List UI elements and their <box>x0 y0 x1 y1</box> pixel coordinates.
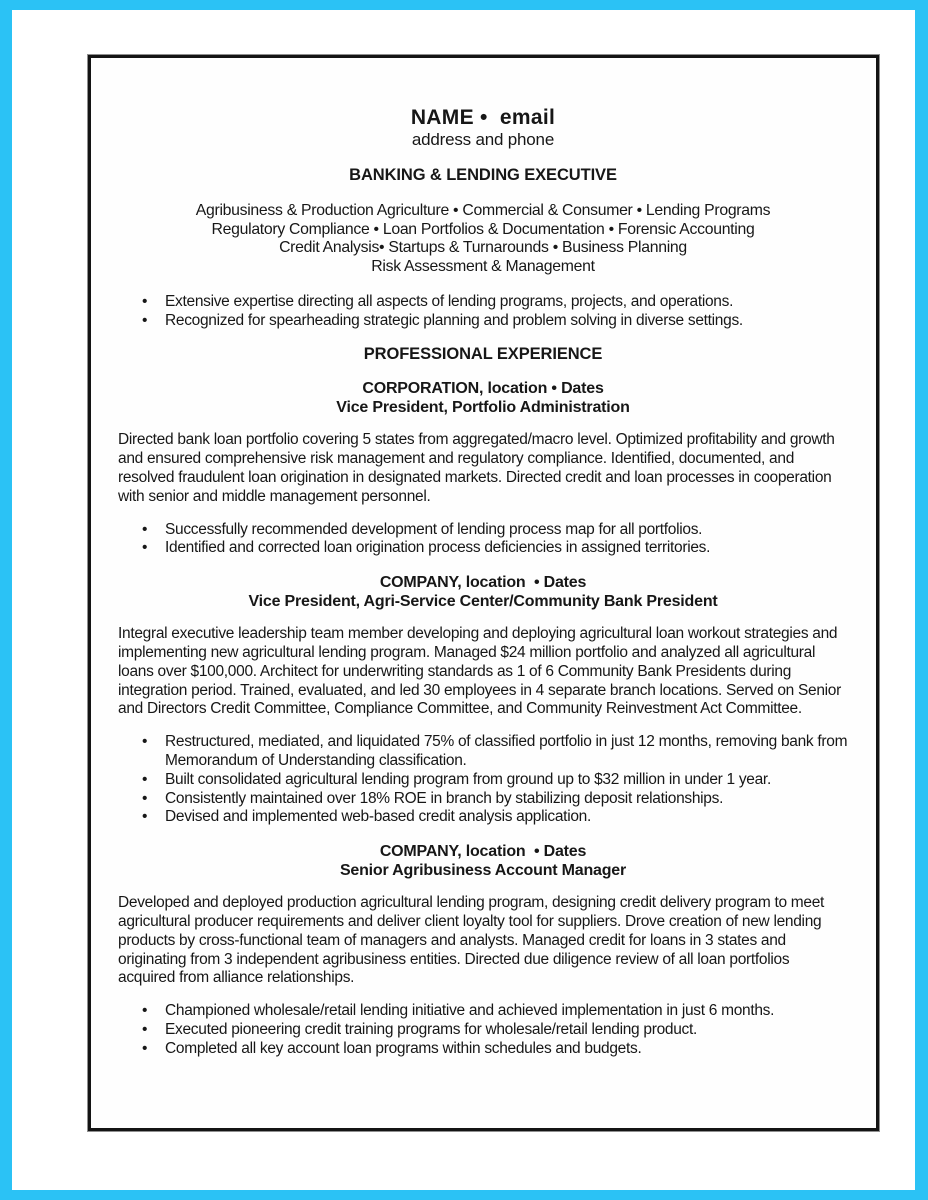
job-bullet: • Consistently maintained over 18% ROE in branch by stabilizing deposit relationships. <box>118 790 848 809</box>
job-bullet: • Identified and corrected loan origination process deficiencies in assigned territories. <box>118 539 848 558</box>
job-heading: COMPANY, location • Dates <box>379 843 587 861</box>
candidate-name: NAME • email <box>410 106 556 129</box>
job-bullet: • Championed wholesale/retail lending initiative and achieved implementation in just 6 months. <box>118 1002 848 1021</box>
keyword-summary <box>118 202 848 277</box>
job-summary: Directed bank loan portfolio covering 5 states from aggregated/macro level. Optimized profitability and growth and ensured comprehensive risk management and regulatory compliance. Identified, documented, and resolved fraudulent loan origination in designated markets. Directed credit and loan processes in cooperation with senior and middle management personnel. <box>118 431 835 505</box>
job-heading: CORPORATION, location • Dates <box>362 380 604 398</box>
keyword-line: Regulatory Compliance • Loan Portfolios & Documentation • Forensic Accounting <box>211 220 755 238</box>
keyword-line: Agribusiness & Production Agriculture • Commercial & Consumer • Lending Programs <box>195 202 771 219</box>
job-bullet: • Restructured, mediated, and liquidated 75% of classified portfolio in just 12 months, removing bank from Memorandum of Understanding classification. <box>118 733 848 771</box>
job-heading: COMPANY, location • Dates <box>379 574 587 592</box>
job-bullet: • Devised and implemented web-based credit analysis application. <box>118 808 848 827</box>
job-bullet: • Successfully recommended development of lending process map for all portfolios. <box>118 521 848 540</box>
summary-bullet: • Recognized for spearheading strategic planning and problem solving in diverse settings. <box>118 312 848 331</box>
job-bullet-list <box>118 733 848 827</box>
section-title-professional-experience: PROFESSIONAL EXPERIENCE <box>363 345 603 364</box>
keyword-line: Credit Analysis• Startups & Turnarounds • Business Planning <box>279 239 687 257</box>
job-role: Vice President, Agri-Service Center/Community Bank President <box>248 592 718 610</box>
job-bullet: • Built consolidated agricultural lending program from ground up to $32 million in under 1 year. <box>118 771 848 790</box>
job-role: Vice President, Portfolio Administration <box>336 398 630 416</box>
job-bullet-list <box>118 521 848 559</box>
job-summary: Integral executive leadership team member developing and deploying agricultural loan workout strategies and implementing new agricultural lending program. Managed $24 million portfolio and analyzed all agricultural loans over $100,000. Architect for underwriting standards as 1 of 6 Community Bank Presidents during integration period. Trained, evaluated, and led 30 employees in 4 separate branch locations. Served on Senior and Directors Credit Committee, Compliance Committee, and Community Reinvestment Act Committee. <box>118 625 841 718</box>
summary-bullet: • Extensive expertise directing all aspects of lending programs, projects, and operations. <box>118 293 848 312</box>
job-bullet: • Completed all key account loan programs within schedules and budgets. <box>118 1040 848 1059</box>
job-summary: Developed and deployed production agricultural lending program, designing credit delivery program to meet agricultural producer requirements and deliver client loyalty tool for suppliers. Drove creation of new lending products by cross-functional team of managers and analysts. Managed credit for loans in 3 states and originating from 3 independent agribusiness entities. Directed due diligence review of all loan portfolios acquired from alliance relationships. <box>118 894 825 987</box>
document-frame <box>88 55 879 1131</box>
job-bullet-list <box>118 1002 848 1058</box>
job-role: Senior Agribusiness Account Manager <box>339 861 627 879</box>
summary-bullet-list <box>118 293 848 331</box>
job-bullet: • Executed pioneering credit training programs for wholesale/retail lending product. <box>118 1021 848 1040</box>
contact-info: address and phone <box>411 130 555 149</box>
keyword-line: Risk Assessment & Management <box>371 258 595 276</box>
resume-title: BANKING & LENDING EXECUTIVE <box>349 166 617 184</box>
